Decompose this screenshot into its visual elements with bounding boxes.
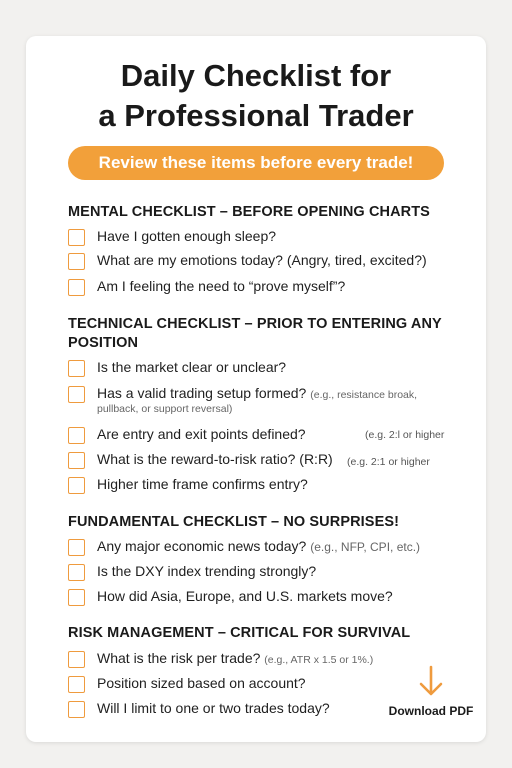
section-title-mental: MENTAL CHECKLIST – BEFORE OPENING CHARTS [68, 204, 430, 220]
checkbox[interactable] [68, 701, 85, 718]
item-text: Am I feeling the need to “prove myself”? [97, 278, 346, 294]
download-label: Download PDF [388, 704, 474, 718]
item-text: Position sized based on account? [97, 675, 306, 691]
checkbox[interactable] [68, 253, 85, 270]
section-title-line-2: POSITION [68, 335, 139, 351]
checkbox[interactable] [68, 360, 85, 377]
section-title-line-1: TECHNICAL CHECKLIST – PRIOR TO ENTERING ANY [68, 316, 442, 332]
item-text [97, 385, 467, 404]
title-line-2: a Professional Trader [98, 98, 414, 133]
checkbox[interactable] [68, 539, 85, 556]
item-text: Is the DXY index trending strongly? [97, 563, 317, 579]
section-title-fundamental: FUNDAMENTAL CHECKLIST – NO SURPRISES! [68, 514, 400, 530]
page-title [0, 56, 512, 136]
checkbox[interactable] [68, 452, 85, 469]
checkbox[interactable] [68, 651, 85, 668]
item-main-text: Has a valid trading setup formed? [97, 385, 307, 401]
checkbox[interactable] [68, 427, 85, 444]
review-banner: Review these items before every trade! [68, 146, 444, 180]
checkbox[interactable] [68, 589, 85, 606]
item-text: Are entry and exit points defined? [97, 426, 306, 442]
item-text: What are my emotions today? (Angry, tired, excited?) [97, 252, 427, 268]
arrow-down-icon [416, 664, 446, 698]
item-text: What is the reward-to-risk ratio? (R:R) [97, 451, 333, 467]
item-text: Will I limit to one or two trades today? [97, 700, 330, 716]
item-text [97, 538, 467, 556]
checkbox[interactable] [68, 477, 85, 494]
item-text: Is the market clear or unclear? [97, 359, 287, 375]
checkbox[interactable] [68, 564, 85, 581]
checkbox[interactable] [68, 279, 85, 296]
item-main-text: What is the risk per trade? [97, 650, 261, 666]
download-pdf-button[interactable] [384, 664, 478, 718]
section-title-technical [68, 315, 458, 353]
item-note: (e.g., NFP, CPI, etc.) [310, 540, 421, 554]
section-title-risk: RISK MANAGEMENT – CRITICAL FOR SURVIVAL [68, 625, 411, 641]
item-side-note: (e.g. 2:1 or higher [347, 456, 430, 468]
item-note: (e.g., ATR x 1.5 or 1%.) [264, 654, 374, 666]
item-main-text: Any major economic news today? [97, 538, 307, 554]
item-side-note: (e.g. 2:l or higher [365, 429, 445, 441]
checkbox[interactable] [68, 676, 85, 693]
item-text: How did Asia, Europe, and U.S. markets move? [97, 588, 393, 604]
item-text: Have I gotten enough sleep? [97, 228, 277, 244]
item-note: (e.g., resistance broak, [310, 389, 418, 401]
checkbox[interactable] [68, 229, 85, 246]
checkbox[interactable] [68, 386, 85, 403]
item-text: Higher time frame confirms entry? [97, 476, 308, 492]
title-line-1: Daily Checklist for [120, 58, 392, 93]
item-note-line-2: pullback, or support reversal) [97, 403, 233, 415]
